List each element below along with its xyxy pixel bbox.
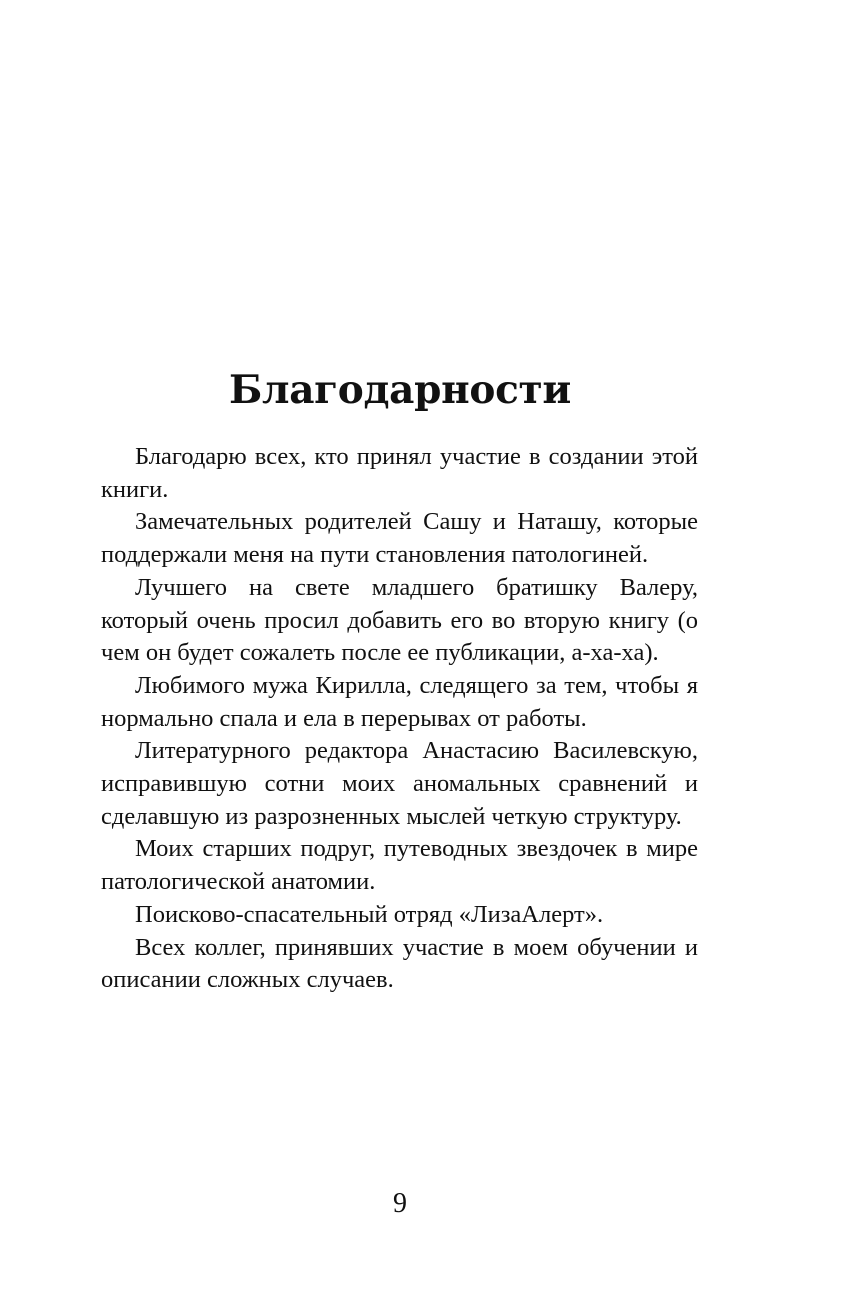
paragraph-2: Замечательных родителей Сашу и Наташу, которые поддержали меня на пути становления патологиней. [101,508,698,569]
acknowledgements-text [101,441,698,997]
paragraph-7: Поисково-спасательный отряд «ЛизаАлерт». [135,900,604,928]
page-title: Благодарности [228,367,572,413]
page-number: 9 [393,1188,407,1219]
paragraph-1: Благодарю всех, кто принял участие в создании этой книги. [101,443,698,503]
paragraph-3: Лучшего на свете младшего братишку Валеру, который очень просил добавить его во вторую книгу (о чем он будет сожалеть после ее публикации, а-ха-ха). [101,573,698,667]
paragraph-8: Всех коллег, принявших участие в моем обучении и описании сложных случаев. [101,933,698,994]
paragraph-4: Любимого мужа Кирилла, следящего за тем, чтобы я нормально спала и ела в перерывах от работы. [101,671,698,732]
paragraph-6: Моих старших подруг, путеводных звездочек в мире патологической анатомии. [101,835,698,896]
paragraph-5: Литературного редактора Анастасию Василевскую, исправившую сотни моих аномальных сравнений и сделавшую из разрозненных мыслей четкую структуру. [101,737,698,830]
